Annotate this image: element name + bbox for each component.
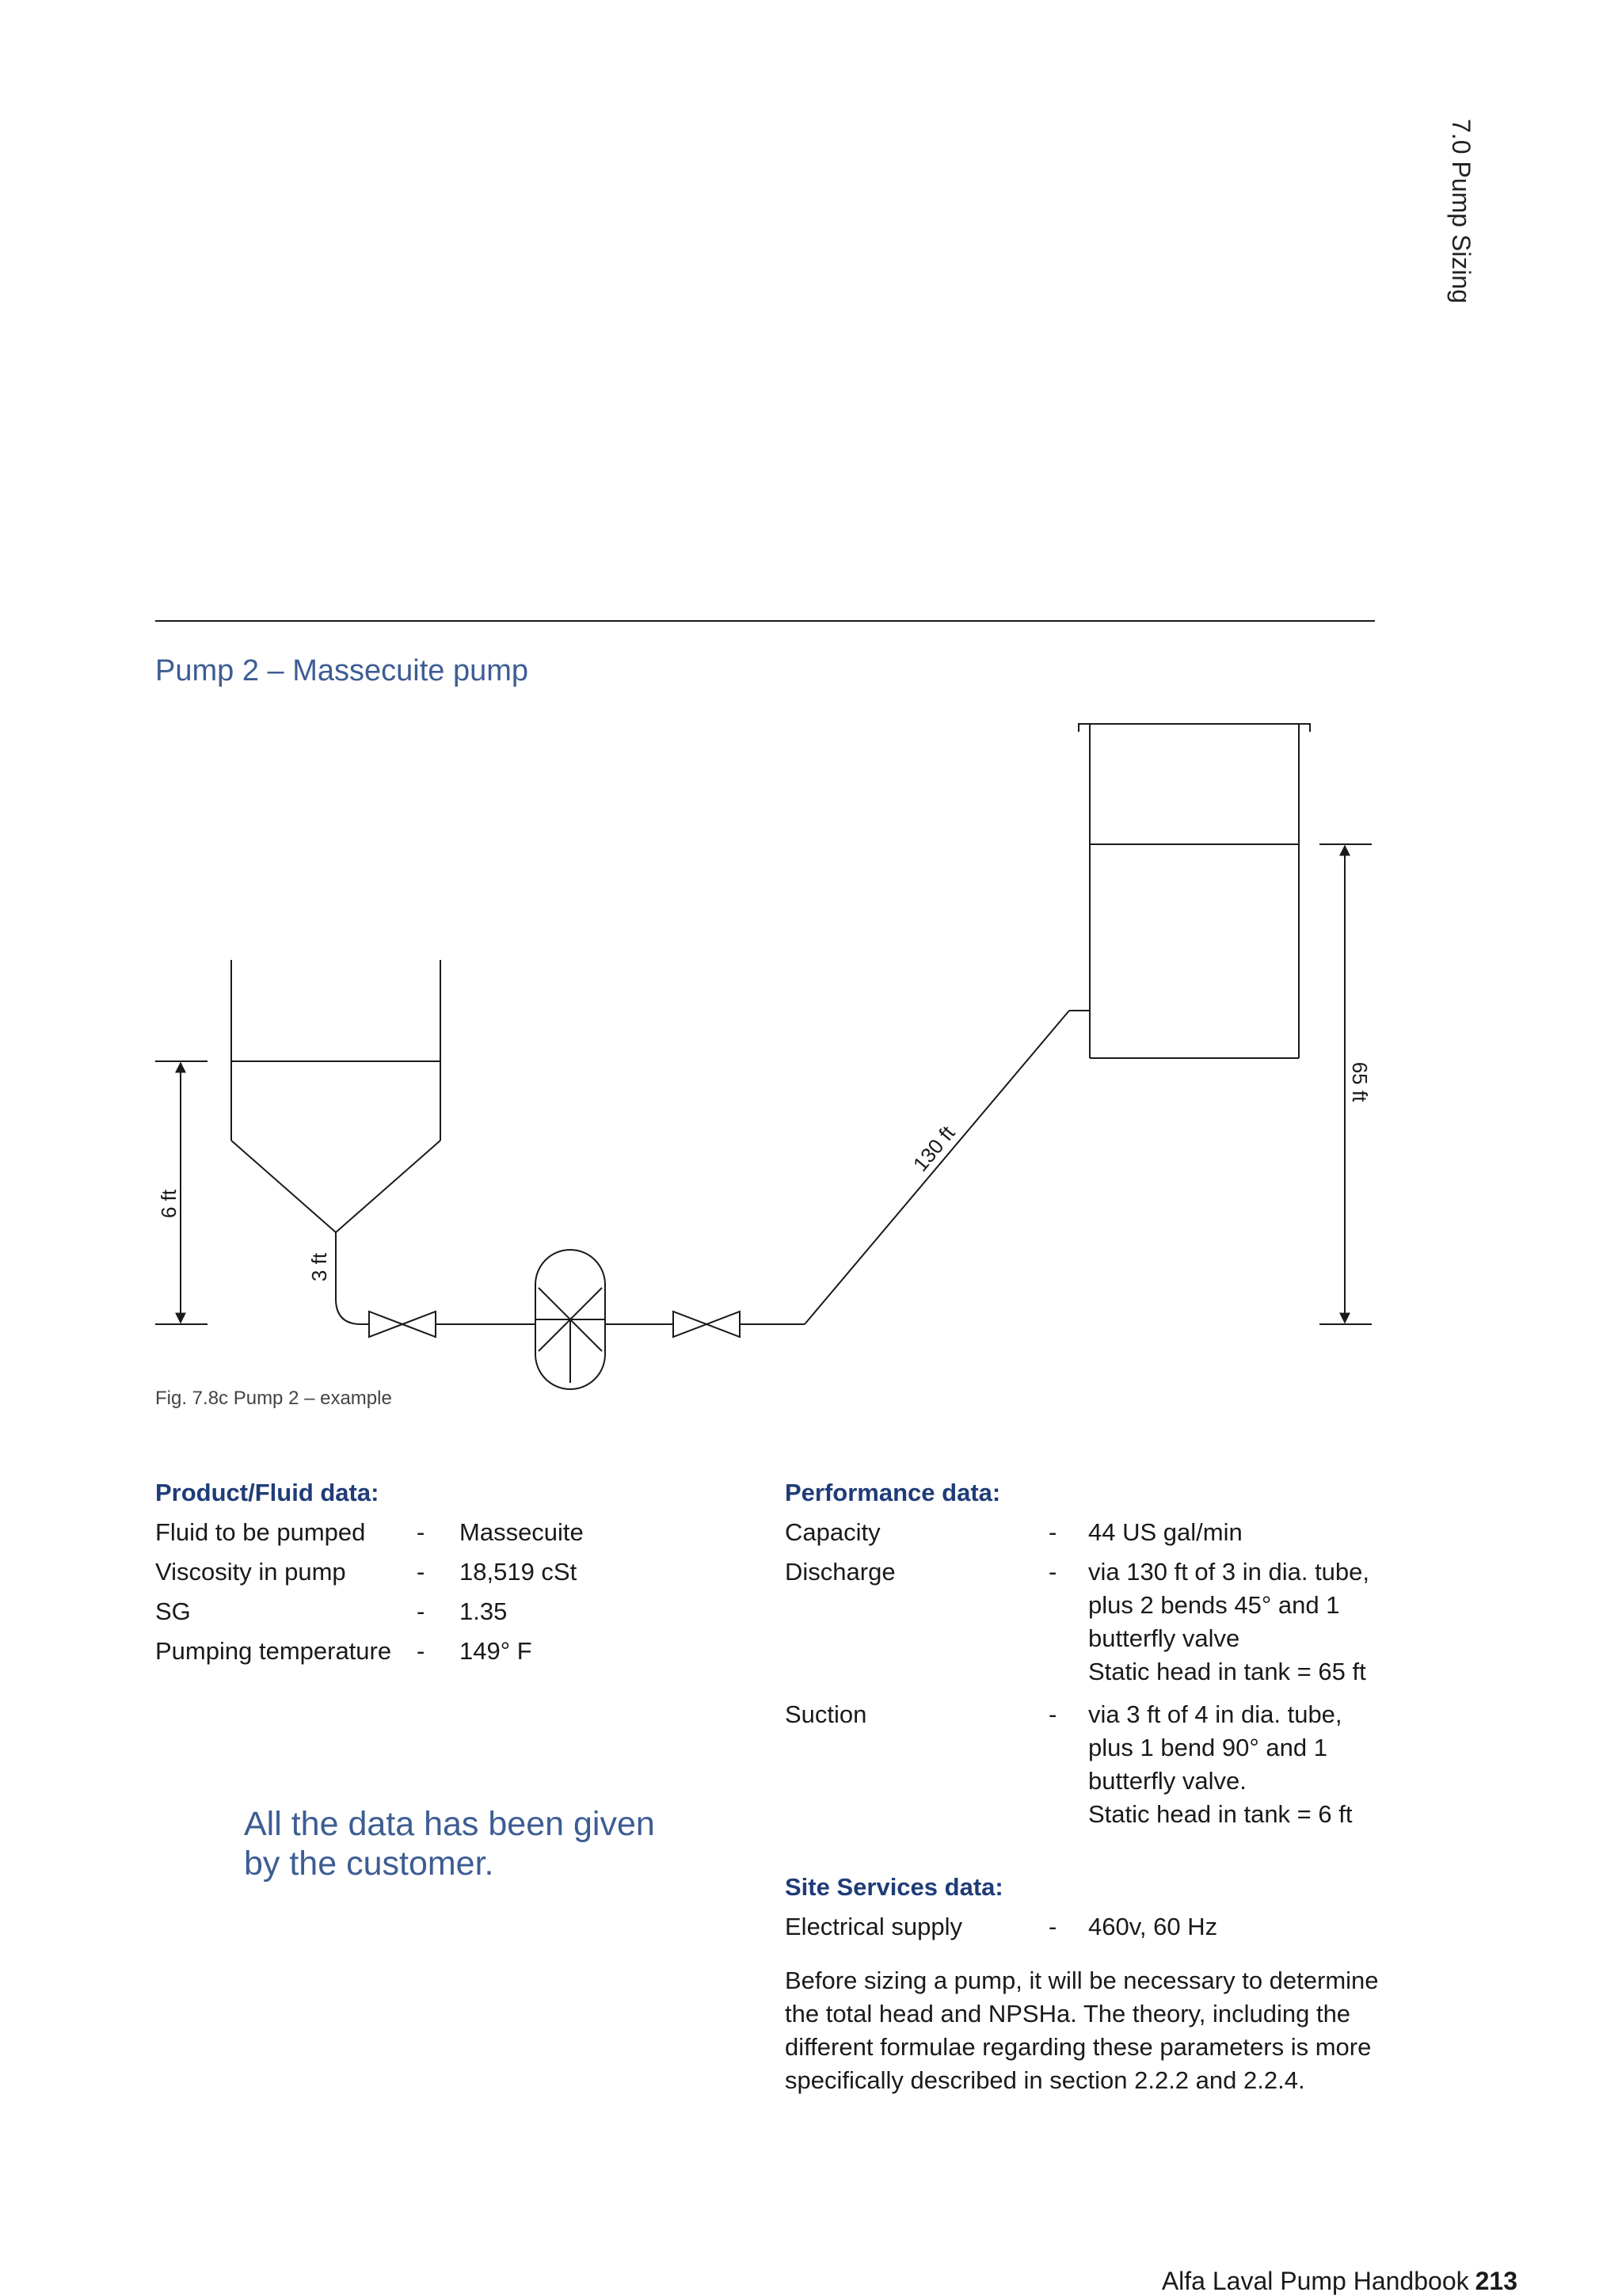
data-row: [155, 1632, 710, 1671]
row-label: Fluid to be pumped: [155, 1518, 366, 1546]
value-line: butterfly valve: [1088, 1624, 1240, 1652]
quote-line: All the data has been given: [244, 1805, 655, 1843]
footer-title: Alfa Laval Pump Handbook: [1161, 2267, 1469, 2295]
label-6ft: 6 ft: [157, 1189, 181, 1219]
site-services-data: [785, 1868, 1387, 1947]
page-number: 213: [1475, 2267, 1517, 2295]
data-row: [785, 1695, 1387, 1831]
value-line: via 130 ft of 3 in dia. tube,: [1088, 1558, 1370, 1586]
row-label: Pumping temperature: [155, 1637, 392, 1665]
site-heading: Site Services data:: [785, 1873, 1003, 1901]
row-value: Massecuite: [459, 1518, 584, 1546]
suction-valve-icon: [369, 1312, 436, 1337]
value-line: Static head in tank = 65 ft: [1088, 1658, 1366, 1685]
value-line: 44 US gal/min: [1088, 1518, 1243, 1546]
label-3ft: 3 ft: [307, 1252, 331, 1282]
figure-caption: Fig. 7.8c Pump 2 – example: [155, 1388, 392, 1409]
discharge-tank: [1079, 724, 1310, 1058]
row-dash: -: [417, 1558, 425, 1586]
row-value: 149° F: [459, 1637, 532, 1665]
data-row: [155, 1552, 710, 1592]
data-row: [155, 1513, 710, 1552]
value-line: butterfly valve.: [1088, 1767, 1247, 1795]
row-value: [1088, 1552, 1387, 1689]
row-value: [1088, 1513, 1387, 1549]
value-line: plus 2 bends 45° and 1: [1088, 1591, 1340, 1619]
row-value: 18,519 cSt: [459, 1558, 577, 1586]
row-dash: -: [1049, 1558, 1057, 1586]
row-value: [1088, 1695, 1387, 1831]
data-row: [785, 1513, 1387, 1552]
data-row: [155, 1592, 710, 1632]
suction-tank: [231, 960, 440, 1232]
suction-pipe: [336, 1232, 673, 1324]
data-row: [785, 1552, 1387, 1689]
row-value: 460v, 60 Hz: [1088, 1913, 1218, 1940]
row-label: Suction: [785, 1700, 867, 1728]
value-line: via 3 ft of 4 in dia. tube,: [1088, 1700, 1342, 1728]
discharge-pipe: [740, 1011, 1090, 1324]
row-label: Electrical supply: [785, 1913, 962, 1940]
row-label: Discharge: [785, 1558, 896, 1586]
section-title: Pump 2 – Massecuite pump: [155, 654, 529, 687]
data-row: [785, 1907, 1387, 1947]
sizing-note: Before sizing a pump, it will be necessary to determine the total head and NPSHa. The theory, including the different formulae regarding these parameters is more specifically described in section 2.2.2 and 2.2.4.: [785, 1967, 1379, 2094]
row-dash: -: [417, 1597, 425, 1625]
pump-system-diagram: [0, 697, 1622, 1410]
performance-data: [785, 1473, 1387, 1831]
value-line: Static head in tank = 6 ft: [1088, 1800, 1353, 1828]
row-label: Capacity: [785, 1518, 881, 1546]
row-label: Viscosity in pump: [155, 1558, 346, 1586]
row-dash: -: [1049, 1913, 1057, 1940]
row-dash: -: [417, 1518, 425, 1546]
section-tab: 7.0 Pump Sizing: [1447, 119, 1475, 304]
quote-line: by the customer.: [244, 1845, 494, 1883]
row-dash: -: [417, 1637, 425, 1665]
pump-icon: [535, 1250, 605, 1389]
row-dash: -: [1049, 1518, 1057, 1546]
row-value: 1.35: [459, 1597, 508, 1625]
product-heading: Product/Fluid data:: [155, 1479, 379, 1506]
label-65ft: 65 ft: [1348, 1061, 1372, 1102]
discharge-valve-icon: [673, 1312, 740, 1337]
page-footer: [1162, 2267, 1517, 2296]
performance-heading: Performance data:: [785, 1479, 1001, 1506]
pull-quote: [244, 1804, 687, 1883]
label-130ft: 130 ft: [908, 1121, 960, 1176]
horizontal-rule: [155, 620, 1375, 622]
row-label: SG: [155, 1597, 191, 1625]
product-fluid-data: [155, 1473, 710, 1671]
row-dash: -: [1049, 1700, 1057, 1728]
value-line: plus 1 bend 90° and 1: [1088, 1734, 1327, 1761]
